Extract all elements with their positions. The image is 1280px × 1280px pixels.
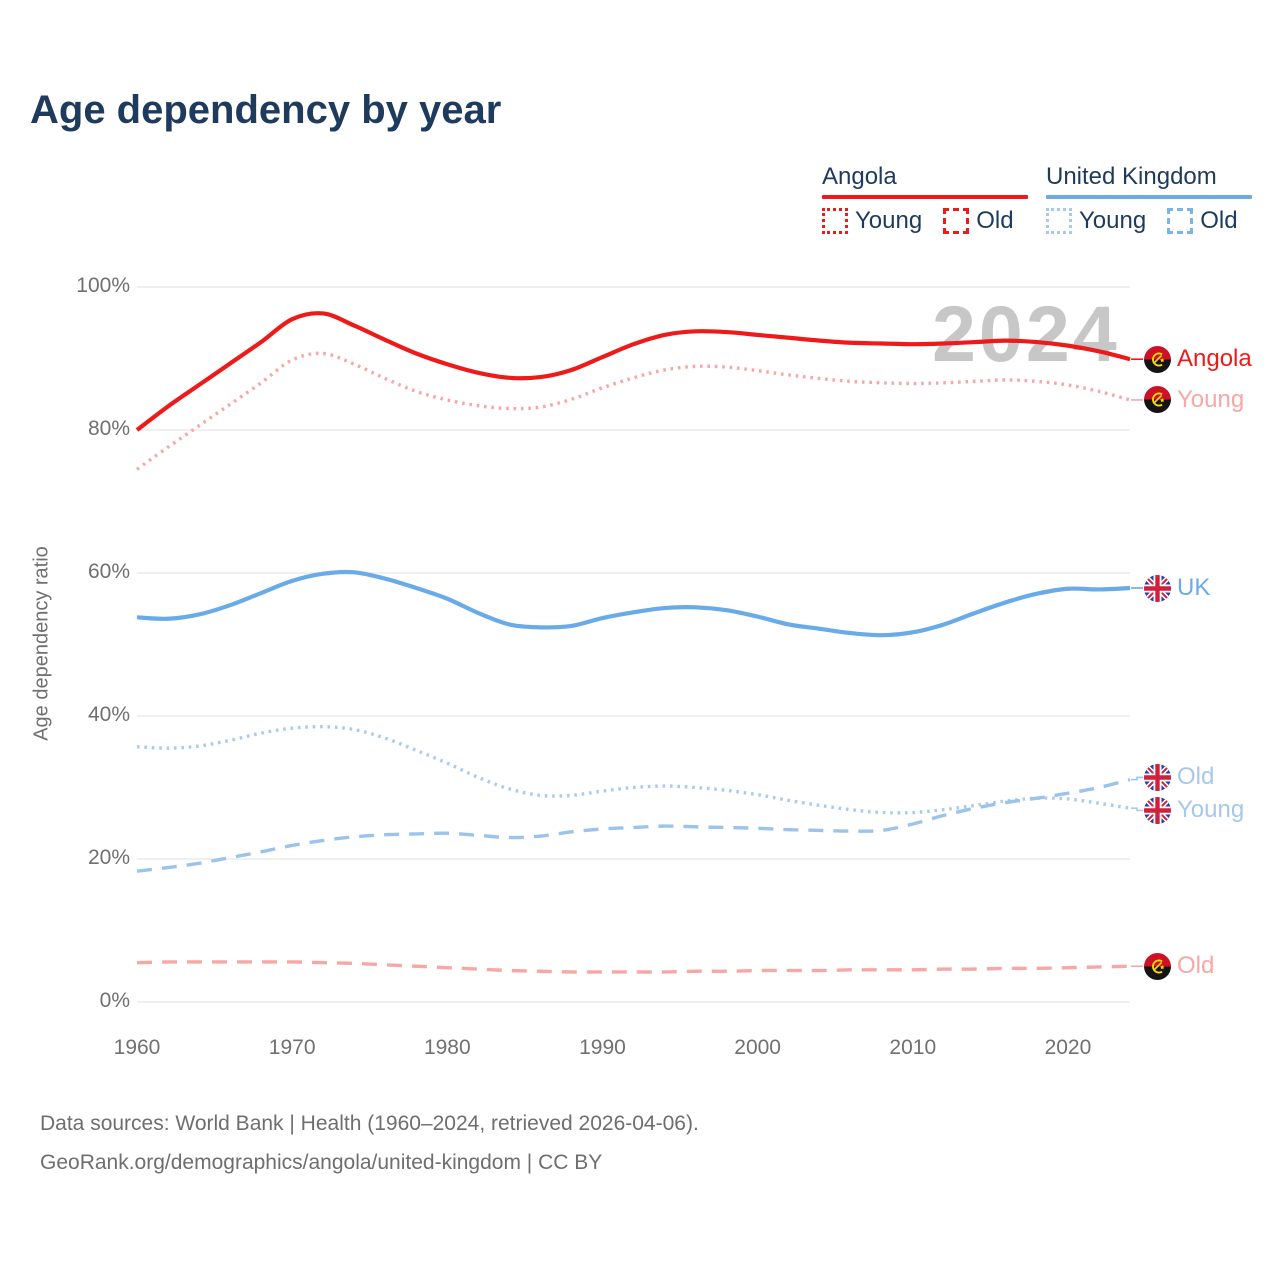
uk-flag-icon (1144, 575, 1171, 602)
uk-flag-icon (1144, 797, 1171, 824)
label-connector-uk-young (1131, 808, 1143, 810)
x-tick-1970: 1970 (268, 1036, 316, 1059)
x-tick-2020: 2020 (1044, 1036, 1092, 1059)
legend-group-angola-label[interactable]: Angola (822, 163, 897, 190)
line-angola-old[interactable] (137, 962, 1130, 972)
x-tick-1980: 1980 (423, 1036, 471, 1059)
footer-attribution: GeoRank.org/demographics/angola/united-kingdom | CC BY (40, 1151, 603, 1174)
uk-flag-icon (1144, 764, 1171, 791)
legend-group-uk-label[interactable]: United Kingdom (1046, 163, 1217, 190)
label-connector-uk-old (1131, 777, 1143, 779)
y-tick-60%: 60% (87, 560, 130, 583)
x-tick-2000: 2000 (734, 1036, 781, 1059)
series-label-text-angola-total: Angola (1177, 345, 1252, 373)
series-label-text-angola-young: Young (1177, 385, 1245, 413)
y-tick-0%: 0% (99, 989, 130, 1012)
line-angola-young[interactable] (137, 353, 1130, 469)
series-label-text-uk-total: UK (1177, 574, 1211, 601)
legend-label-angola-old[interactable]: Old (976, 207, 1014, 234)
series-label-uk-old[interactable] (1144, 763, 1214, 791)
y-tick-40%: 40% (87, 703, 130, 726)
footer-data-sources: Data sources: World Bank | Health (1960–2024, retrieved 2026-04-06). (40, 1112, 699, 1135)
angola-flag-icon (1144, 346, 1171, 373)
y-tick-100%: 100% (76, 274, 130, 297)
legend-label-uk-old[interactable]: Old (1200, 207, 1238, 234)
series-label-angola-total[interactable] (1144, 345, 1252, 373)
series-label-text-uk-young: Young (1177, 796, 1245, 824)
line-uk-total[interactable] (137, 572, 1130, 635)
line-angola-total[interactable] (137, 313, 1130, 430)
series-label-uk-total[interactable] (1144, 574, 1210, 602)
y-axis-title: Age dependency ratio (30, 546, 53, 741)
series-label-angola-young[interactable] (1144, 386, 1244, 414)
line-uk-old[interactable] (137, 780, 1130, 872)
angola-flag-icon (1144, 953, 1171, 980)
line-uk-young[interactable] (137, 727, 1130, 813)
x-tick-1960: 1960 (113, 1036, 161, 1059)
y-tick-20%: 20% (87, 846, 130, 869)
legend-label-uk-young[interactable]: Young (1079, 207, 1147, 234)
series-label-angola-old[interactable] (1144, 952, 1214, 980)
angola-flag-icon (1144, 386, 1171, 413)
series-label-uk-young[interactable] (1144, 796, 1244, 824)
series-label-text-uk-old: Old (1177, 763, 1215, 791)
x-tick-2010: 2010 (889, 1036, 937, 1059)
chart-title: Age dependency by year (30, 88, 502, 132)
year-watermark: 2024 (932, 289, 1120, 378)
x-tick-1990: 1990 (579, 1036, 626, 1059)
series-label-text-angola-old: Old (1177, 952, 1215, 980)
legend-label-angola-young[interactable]: Young (855, 207, 923, 234)
y-tick-80%: 80% (87, 417, 130, 440)
